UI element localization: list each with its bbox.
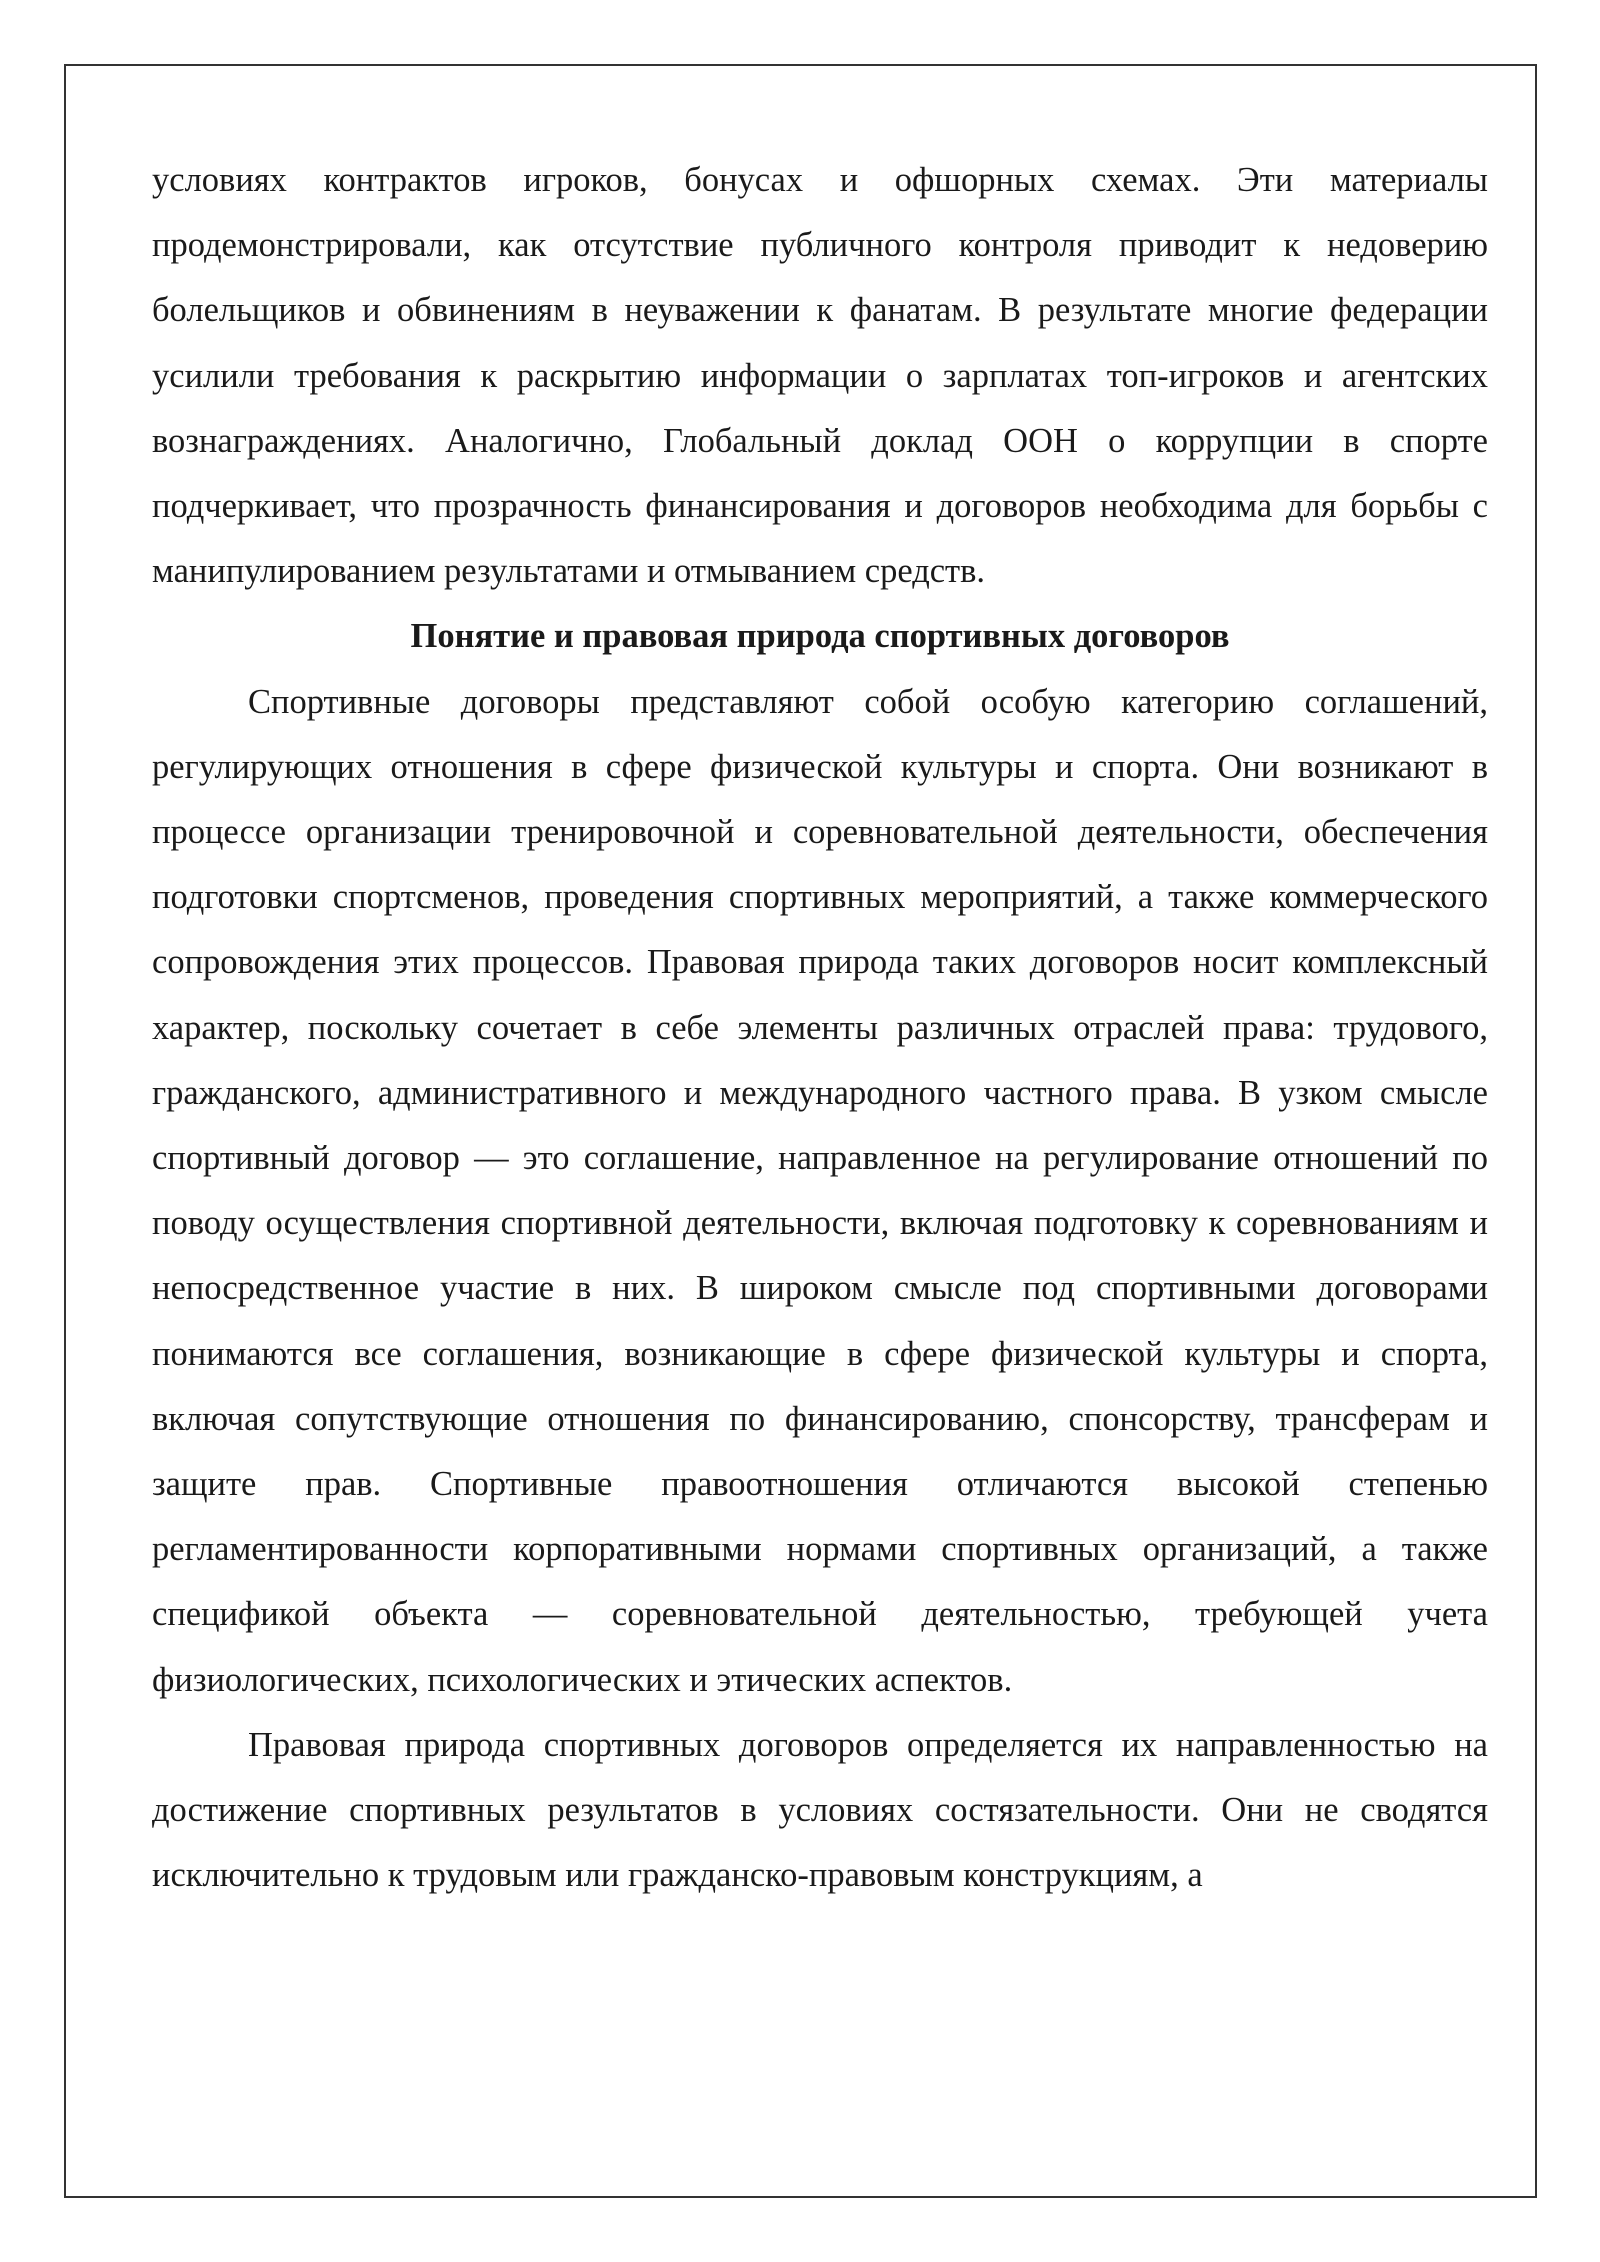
paragraph-definition: Спортивные договоры представляют собой особую категорию соглашений, регулирующих отношения в сфере физической культуры и спорта. Они возникают в процессе организации тренировочной и соревновательной деятельности, обеспечения подготовки спортсменов, проведения спортивных мероприятий, а также коммерческого сопровождения этих процессов. Правовая природа таких договоров носит комплексный характер, поскольку сочетает в себе элементы различных отраслей права: трудового, гражданского, административного и международного частного права. В узком смысле спортивный договор — это соглашение, направленное на регулирование отношений по поводу осуществления спортивной деятельности, включая подготовку к соревнованиям и непосредственное участие в них. В широком смысле под спортивными договорами понимаются все соглашения, возникающие в сфере физической культуры и спорта, включая сопутствующие отношения по финансированию, спонсорству, трансферам и защите прав. Спортивные правоотношения отличаются высокой степенью регламентированности корпоративными нормами спортивных организаций, а также спецификой объекта — соревновательной деятельностью, требующей учета физиологических, психологических и этических аспектов.: [152, 682, 1488, 1699]
section-heading: Понятие и правовая природа спортивных договоров: [410, 617, 1230, 656]
paragraph-legal-nature: Правовая природа спортивных договоров определяется их направленностью на достижение спортивных результатов в условиях состязательности. Они не сводятся исключительно к трудовым или гражданско-правовым конструкциям, а: [152, 1725, 1488, 1895]
document-body: [152, 148, 1488, 1908]
paragraph-continuation: условиях контрактов игроков, бонусах и офшорных схемах. Эти материалы продемонстрировали, как отсутствие публичного контроля приводит к недоверию болельщиков и обвинениям в неуважении к фанатам. В результате многие федерации усилили требования к раскрытию информации о зарплатах топ-игроков и агентских вознаграждениях. Аналогично, Глобальный доклад ООН о коррупции в спорте подчеркивает, что прозрачность финансирования и договоров необходима для борьбы с манипулированием результатами и отмыванием средств.: [152, 161, 1488, 591]
